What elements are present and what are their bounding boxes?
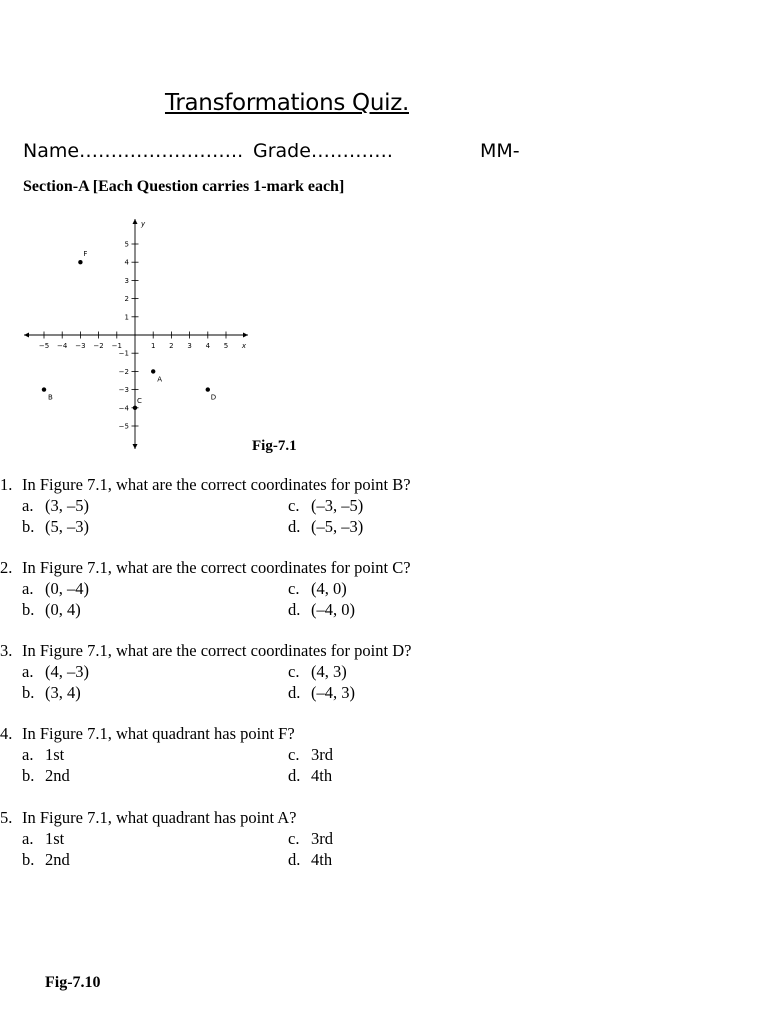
footer-figure-caption: Fig-7.10 <box>45 974 101 991</box>
question-number: 3. <box>0 641 13 660</box>
point-label-c: C <box>137 396 142 405</box>
x-tick-label: 4 <box>205 342 211 350</box>
option-b[interactable]: b. 2nd <box>22 766 70 785</box>
x-axis-arrow-right <box>243 333 248 338</box>
option-a[interactable]: a. 1st <box>22 745 65 764</box>
option-c[interactable]: c. 3rd <box>288 745 333 764</box>
question-number: 5. <box>0 808 13 827</box>
option-c[interactable]: c. (4, 3) <box>288 662 347 681</box>
y-tick-label: 5 <box>124 240 129 249</box>
y-tick-label: −5 <box>118 422 129 431</box>
point-a <box>151 369 155 373</box>
x-tick-label: −2 <box>93 342 104 350</box>
y-tick-label: 3 <box>124 276 129 285</box>
option-d[interactable]: d. (–4, 3) <box>288 683 355 702</box>
y-tick-label: 4 <box>124 258 129 267</box>
option-a[interactable]: a. (0, –4) <box>22 579 89 598</box>
option-d[interactable]: d. (–5, –3) <box>288 517 364 536</box>
question-text: In Figure 7.1, what are the correct coordinates for point D? <box>22 641 412 660</box>
y-tick-label: −4 <box>118 404 129 413</box>
x-axis-label: x <box>241 342 247 350</box>
point-label-a: A <box>157 375 162 384</box>
point-label-d: D <box>210 393 217 402</box>
grade-label: Grade…………. <box>253 140 393 162</box>
point-label-f: F <box>83 250 88 259</box>
y-axis-arrow-bottom <box>133 444 138 449</box>
question-text: In Figure 7.1, what are the correct coordinates for point C? <box>22 558 411 577</box>
x-tick-label: 5 <box>223 342 229 350</box>
y-tick-label: −2 <box>118 367 129 376</box>
question-text: In Figure 7.1, what quadrant has point F? <box>22 724 295 743</box>
y-tick-label: −3 <box>118 386 129 395</box>
x-tick-label: 2 <box>169 342 174 350</box>
option-b[interactable]: b. 2nd <box>22 850 70 869</box>
option-c[interactable]: c. (4, 0) <box>288 579 347 598</box>
section-heading: Section-A [Each Question carries 1-mark each] <box>23 178 345 195</box>
y-tick-label: 2 <box>124 295 129 304</box>
question-number: 4. <box>0 724 13 743</box>
option-d[interactable]: d. (–4, 0) <box>288 600 355 619</box>
option-d[interactable]: d. 4th <box>288 850 333 869</box>
option-d[interactable]: d. 4th <box>288 766 333 785</box>
y-tick-label: 1 <box>124 313 129 322</box>
option-c[interactable]: c. 3rd <box>288 829 333 848</box>
x-tick-label: −3 <box>75 342 86 350</box>
x-tick-label: 1 <box>150 342 156 350</box>
quiz-title: Transformations Quiz. <box>164 90 409 116</box>
figure-caption: Fig-7.1 <box>252 438 297 454</box>
question-number: 1. <box>0 475 13 494</box>
point-f <box>78 260 82 264</box>
option-a[interactable]: a. (3, –5) <box>22 496 89 515</box>
point-d <box>206 387 210 391</box>
y-axis-arrow-top <box>133 219 138 224</box>
point-b <box>42 387 46 391</box>
option-a[interactable]: a. 1st <box>22 829 65 848</box>
point-label-b: B <box>48 393 53 402</box>
option-b[interactable]: b. (0, 4) <box>22 600 81 619</box>
option-b[interactable]: b. (3, 4) <box>22 683 81 702</box>
option-a[interactable]: a. (4, –3) <box>22 662 89 681</box>
option-c[interactable]: c. (–3, –5) <box>288 496 364 515</box>
question-text: In Figure 7.1, what are the correct coordinates for point B? <box>22 475 411 494</box>
y-tick-label: −1 <box>118 349 129 358</box>
x-tick-label: −1 <box>111 342 122 350</box>
option-b[interactable]: b. (5, –3) <box>22 517 89 536</box>
coordinate-plane <box>20 213 252 453</box>
x-tick-label: −5 <box>38 342 50 350</box>
point-c <box>133 406 137 410</box>
x-tick-label: −4 <box>57 342 68 350</box>
question-text: In Figure 7.1, what quadrant has point A? <box>22 808 297 827</box>
x-tick-label: 3 <box>187 342 192 350</box>
y-axis-label: y <box>141 220 146 228</box>
marks-label: MM- <box>480 140 520 162</box>
x-axis-arrow-left <box>24 333 29 338</box>
question-number: 2. <box>0 558 13 577</box>
name-label: Name…………………….. <box>23 140 244 162</box>
